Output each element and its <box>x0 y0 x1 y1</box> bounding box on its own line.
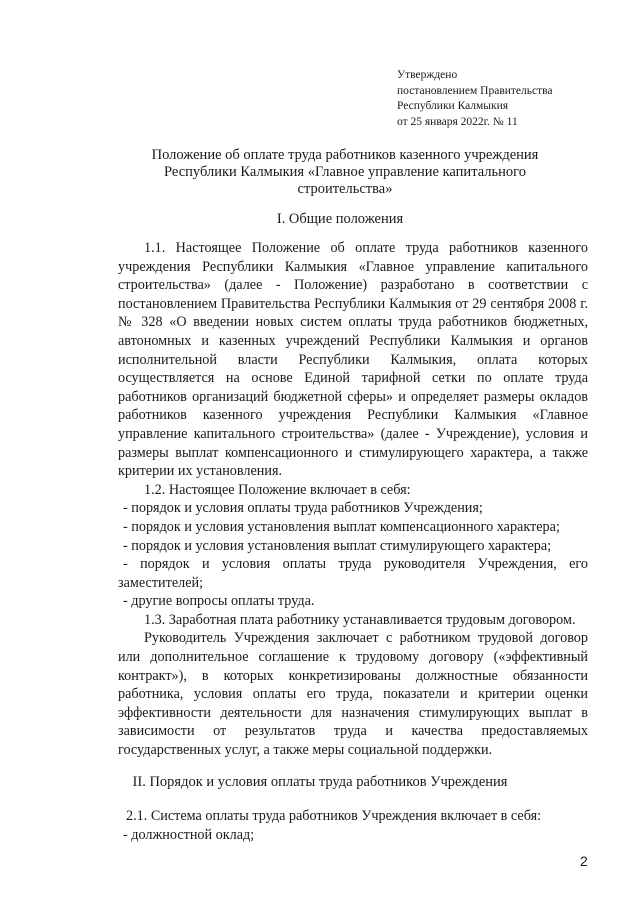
list-item: - порядок и условия установления выплат компенсационного характера; <box>123 518 560 535</box>
approval-line: Утверждено <box>397 69 458 81</box>
paragraph: Руководитель Учреждения заключает с работником трудовой договор или дополнительное соглашение к трудовому договору («эффективный контракт»), в которых конкретизированы должностные обязанности работника, условия оплаты его труда, показатели и критерии оценки эффективности деятельности для назначения стимулирующих выплат в зависимости от результатов труда и качества предоставляемых государственных услуг, а также меры социальной поддержки. <box>118 630 588 759</box>
section-2-body <box>118 807 588 844</box>
section-heading-2: II. Порядок и условия оплаты труда работников Учреждения <box>132 774 508 790</box>
document-title <box>120 147 570 198</box>
page-number: 2 <box>580 853 588 869</box>
approval-line: от 25 января 2022г. № 11 <box>397 115 518 128</box>
paragraph: 2.1. Система оплаты труда работников Учреждения включает в себя: <box>126 808 542 824</box>
title-line: строительства» <box>297 181 393 197</box>
title-line: Положение об оплате труда работников казенного учреждения <box>151 147 539 163</box>
section-1-body <box>118 239 588 760</box>
section-heading-1: I. Общие положения <box>276 211 404 227</box>
list-item: - порядок и условия оплаты труда работников Учреждения; <box>123 500 483 517</box>
list-item: - другие вопросы оплаты труда. <box>123 593 315 610</box>
approval-line: Республики Калмыкия <box>397 100 509 112</box>
approval-stamp <box>397 68 597 130</box>
paragraph: 1.1. Настоящее Положение об оплате труда работников казенного учреждения Республики Калмыкия «Главное управление капитального строительства» (далее - Положение) разработано в соответствии с постановлением Правительства Республики Калмыкия от 29 сентября 2008 г. № 328 «О введении новых систем оплаты труда работников бюджетных, автономных и казенных учреждений Республики Калмыкия и органов исполнительной власти Республики Калмыкия, оплата которых осуществляется на основе Единой тарифной сетки по оплате труда работников организаций бюджетной сферы» и определяет размеры окладов работников казенного учреждения Республики Калмыкия «Главное управление капитального строительства» (далее - Учреждение), условия и размеры выплат компенсационного и стимулирующего характера, а также критерии их установления. <box>118 240 588 480</box>
paragraph: 1.3. Заработная плата работнику устанавливается трудовым договором. <box>144 611 576 628</box>
approval-line: постановлением Правительства <box>397 84 553 97</box>
paragraph: 1.2. Настоящее Положение включает в себя: <box>144 481 411 498</box>
list-item: - порядок и условия установления выплат стимулирующего характера; <box>123 537 552 554</box>
title-line: Республики Калмыкия «Главное управление капитального <box>164 164 526 180</box>
list-item: - порядок и условия оплаты труда руководителя Учреждения, его заместителей; <box>118 556 588 591</box>
list-item: - должностной оклад; <box>123 826 255 843</box>
